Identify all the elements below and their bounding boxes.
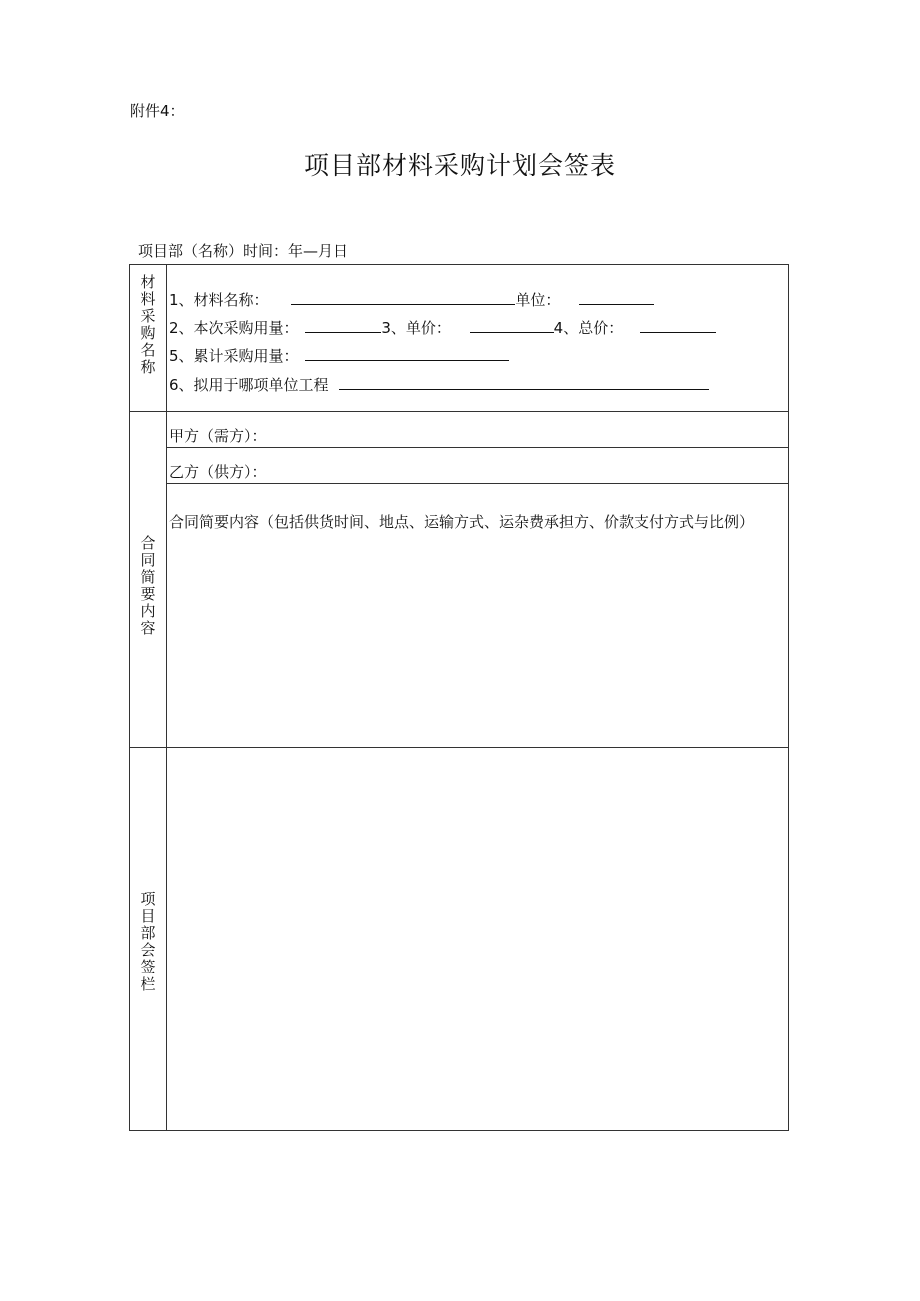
material-line-3 [169,345,509,366]
total-price-caption: 4、总价： [553,319,624,337]
unit-price-caption: 3、单价： [381,319,451,337]
material-name-blank[interactable] [291,290,515,305]
vertical-label-char: 采 [140,307,156,325]
vertical-label-char: 要 [140,585,156,603]
vertical-label-char: 简 [140,568,156,586]
material-name-caption: 1、材料名称： [169,291,269,309]
attachment-label: 附件4： [130,102,185,120]
cumulative-caption: 5、累计采购用量： [169,347,299,365]
cumulative-blank[interactable] [305,346,509,361]
vertical-label-char: 同 [140,551,156,569]
vertical-label-char: 会 [140,941,156,959]
page-title: 项目部材料采购计划会签表 [303,151,616,180]
project-blank[interactable] [339,375,709,390]
contract-summary-label [130,535,166,637]
material-name-label-text [140,274,155,376]
vertical-label-char: 内 [140,602,156,620]
header-line: 项目部（名称）时间：年—月日 [138,242,349,260]
quantity-caption: 2、本次采购用量： [169,319,299,337]
party-a-field[interactable]: 甲方（需方）： [169,427,267,445]
vertical-label-char: 料 [140,290,156,308]
vertical-label-char: 栏 [140,975,156,993]
unit-price-blank[interactable] [470,318,554,333]
party-divider-2 [166,483,788,484]
vertical-label-char: 项 [140,890,156,908]
material-name-label [130,274,166,376]
vertical-label-char: 称 [140,358,156,376]
contract-summary-field[interactable]: 合同简要内容（包括供货时间、地点、运输方式、运杂费承担方、价款支付方式与比例） [169,513,755,531]
total-price-blank[interactable] [640,318,716,333]
party-b-field[interactable]: 乙方（供方）： [169,463,267,481]
vertical-label-char: 签 [140,958,156,976]
sign-off-form [129,264,789,1131]
vertical-label-char: 名 [140,341,156,359]
contract-summary-label-text [140,535,155,637]
material-line-2 [169,317,716,338]
sign-off-label-text [140,891,155,993]
material-line-1 [169,289,654,310]
sign-off-area[interactable] [167,748,788,1130]
vertical-label-char: 部 [140,924,156,942]
vertical-label-char: 合 [140,534,156,552]
quantity-blank[interactable] [305,318,381,333]
sign-off-label [130,891,166,993]
vertical-label-char: 购 [140,324,156,342]
unit-caption: 单位： [515,291,561,309]
party-divider-1 [166,447,788,448]
row-divider-1 [130,411,788,412]
vertical-label-char: 容 [140,619,156,637]
unit-blank[interactable] [579,290,654,305]
vertical-label-char: 材 [140,273,156,291]
project-caption: 6、拟用于哪项单位工程 [169,376,329,394]
material-line-4 [169,374,709,395]
vertical-label-char: 目 [140,907,156,925]
